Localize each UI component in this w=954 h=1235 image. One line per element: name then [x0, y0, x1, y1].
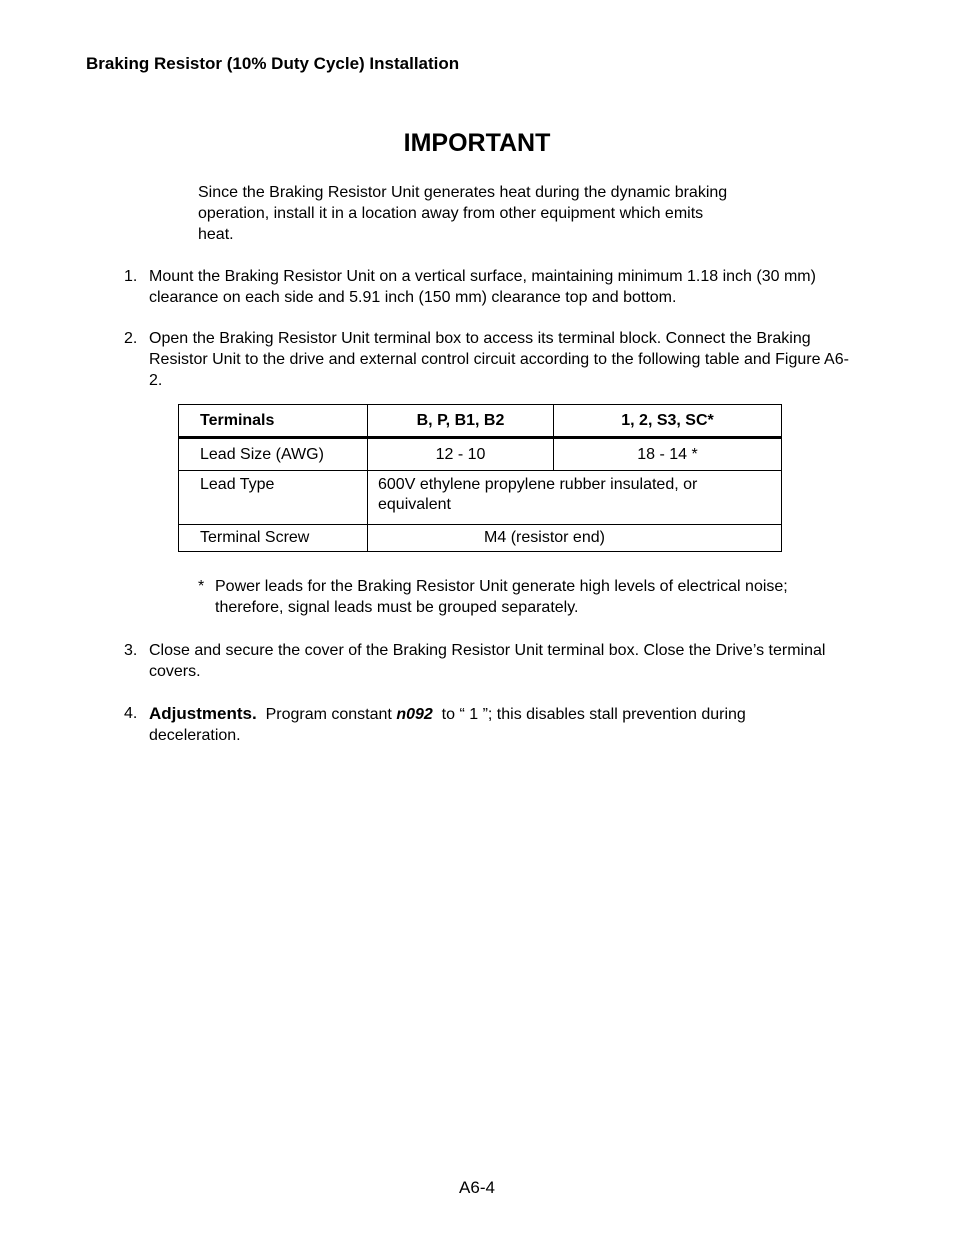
table-header-cell: Terminals	[179, 405, 368, 438]
program-constant: n092	[396, 706, 433, 723]
step-text: Mount the Braking Resistor Unit on a vertical surface, maintaining minimum 1.18 inch (30 mm) clearance on each side and 5.91 inch (150 mm) clearance top and bottom.	[149, 268, 816, 306]
step-text	[149, 703, 839, 746]
step-label: Adjustments.	[149, 704, 257, 723]
table-row	[179, 438, 782, 471]
table-cell: Terminal Screw	[179, 525, 368, 552]
table-cell: 18 - 14 *	[554, 438, 782, 471]
terminal-spec-table	[178, 404, 782, 552]
step-number: 1.	[124, 268, 138, 285]
table-cell	[368, 471, 782, 525]
step-number: 3.	[124, 642, 138, 659]
table-cell: M4 (resistor end)	[368, 525, 782, 552]
table-header-row	[179, 405, 782, 438]
important-title: IMPORTANT	[403, 129, 551, 157]
step-text-before: Program constant	[265, 706, 392, 723]
footnote-mark: *	[198, 578, 205, 595]
step-text: Close and secure the cover of the Braking Resistor Unit terminal box. Close the Drive’s terminal covers.	[149, 642, 826, 680]
important-note: Since the Braking Resistor Unit generates heat during the dynamic braking operation, install it in a location away from other equipment which emits heat.	[198, 184, 728, 243]
table-row	[179, 525, 782, 552]
page-number: A6-4	[459, 1178, 495, 1197]
table-cell-text: 600V ethylene propylene rubber insulated, or equivalent	[378, 476, 698, 513]
table-cell: Lead Size (AWG)	[179, 438, 368, 471]
table-cell: Lead Type	[179, 471, 368, 525]
table-header-cell: B, P, B1, B2	[368, 405, 554, 438]
section-header: Braking Resistor (10% Duty Cycle) Installation	[86, 54, 460, 73]
footnote-text: Power leads for the Braking Resistor Unit generate high levels of electrical noise; therefore, signal leads must be grouped separately.	[215, 578, 788, 616]
table-cell: 12 - 10	[368, 438, 554, 471]
step-number: 2.	[124, 330, 138, 347]
table-row	[179, 471, 782, 525]
step-text-after: to “ 1 ”; this disables stall prevention during deceleration.	[149, 706, 746, 744]
table-header-cell: 1, 2, S3, SC*	[554, 405, 782, 438]
step-number: 4.	[124, 705, 138, 722]
step-text: Open the Braking Resistor Unit terminal box to access its terminal block. Connect the Braking Resistor Unit to the drive and external control circuit according to the following table and Figure A6-2.	[149, 330, 849, 389]
